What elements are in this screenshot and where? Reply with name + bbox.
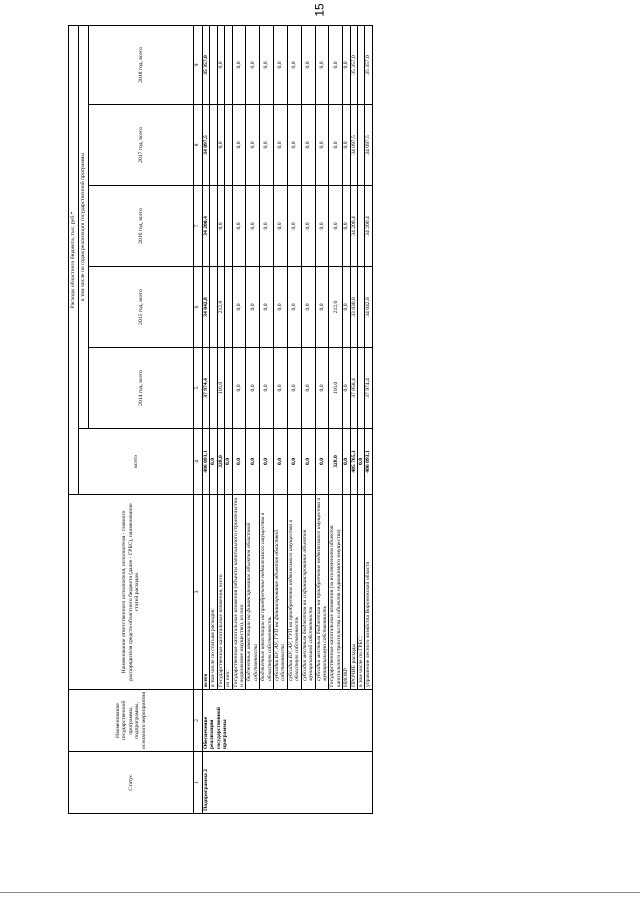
value-year: 34 042,8: [365, 267, 372, 348]
column-number: 1: [194, 752, 203, 814]
value-year: 0,0: [232, 267, 246, 348]
value-year: 0,0: [329, 105, 343, 186]
budget-table: [68, 25, 373, 814]
row-item-name: субсидии БУ, АУ, ГУП на финансирование объектов областной собственности: [274, 495, 288, 690]
row-item-name: субсидии местным бюджетам на софинансирование объектов муниципальной собственности: [301, 495, 315, 690]
value-year: 0,0: [260, 25, 274, 104]
value-year: 0,0: [301, 186, 315, 267]
value-year: 0,0: [287, 267, 301, 348]
column-number: 6: [194, 267, 203, 348]
value-total: 0,0: [301, 429, 315, 495]
value-year: 34 097,5: [365, 105, 372, 186]
header-year-2018: 2018 год, всего: [89, 25, 194, 104]
value-year: 0,0: [217, 25, 224, 104]
value-year: 0,0: [343, 25, 350, 104]
row-item-name: ПРОЧИЕ расходы: [350, 495, 357, 690]
value-year: 0,0: [315, 25, 329, 104]
value-year: 35 357,0: [365, 25, 372, 104]
row-item-name: Государственные капитальные вложения (объекты капитального строительства и недвижимое имущество), из них:: [232, 495, 246, 690]
value-total: 0,0: [260, 429, 274, 495]
value-year: 0,0: [343, 105, 350, 186]
header-status: Статус: [69, 752, 194, 814]
value-year: 0,0: [343, 186, 350, 267]
row-item-name: бюджетные инвестиции на приобретение недвижимого имущества в областную собственность: [260, 495, 274, 690]
value-total: 0,0: [232, 429, 246, 495]
value-year: 0,0: [274, 267, 288, 348]
row-item-name: бюджетные инвестиции на финансирование объектов областной собственности: [246, 495, 260, 690]
value-year: 34 097,5: [203, 105, 210, 186]
value-year: 0,0: [343, 267, 350, 348]
column-number: 8: [194, 105, 203, 186]
value-year: 0,0: [260, 348, 274, 429]
value-year: 116,0: [329, 348, 343, 429]
value-total: 0,0: [315, 429, 329, 495]
header-by-years: в том числе по годам реализации государственной программы: [79, 25, 89, 428]
value-year: 0,0: [329, 25, 343, 104]
column-numbers-row: [194, 25, 203, 813]
value-year: 0,0: [217, 105, 224, 186]
value-year: 0,0: [301, 25, 315, 104]
value-year: 212,0: [329, 267, 343, 348]
value-year: 0,0: [246, 186, 260, 267]
value-total: 0,0: [287, 429, 301, 495]
value-year: 0,0: [287, 186, 301, 267]
value-year: [225, 105, 232, 186]
row-item-name: субсидии местным бюджетам на приобретение недвижимого имущества в муниципальную собственность: [315, 495, 329, 690]
value-year: 0,0: [232, 348, 246, 429]
value-year: 0,0: [232, 25, 246, 104]
value-year: [225, 267, 232, 348]
column-number: 7: [194, 186, 203, 267]
row-item-name: в том числе по ГРБС:: [357, 495, 364, 690]
page-number: 15: [312, 3, 327, 17]
value-year: [210, 348, 217, 429]
value-year: 0,0: [287, 105, 301, 186]
value-year: [210, 186, 217, 267]
value-year: 37 974,4: [365, 348, 372, 429]
value-year: 0,0: [315, 186, 329, 267]
value-year: 0,0: [246, 25, 260, 104]
header-year-2016: 2016 год, всего: [89, 186, 194, 267]
value-year: 0,0: [301, 267, 315, 348]
value-year: 33 830,8: [350, 267, 357, 348]
value-year: 34 097,5: [350, 105, 357, 186]
value-year: 37 974,4: [203, 348, 210, 429]
table-row: [203, 25, 210, 813]
value-year: [225, 348, 232, 429]
value-year: [357, 348, 364, 429]
value-year: 212,0: [217, 267, 224, 348]
value-year: 0,0: [315, 348, 329, 429]
column-number: 4: [194, 429, 203, 495]
value-total: 328,0: [329, 429, 343, 495]
value-year: 35 357,0: [350, 25, 357, 104]
header-total: всего: [79, 429, 194, 495]
value-year: [357, 25, 364, 104]
value-year: 37 858,4: [350, 348, 357, 429]
value-year: [225, 186, 232, 267]
value-year: 0,0: [301, 105, 315, 186]
value-year: 0,0: [232, 186, 246, 267]
value-total: 406 093,1: [365, 429, 372, 495]
value-year: [357, 105, 364, 186]
value-total: 0,0: [357, 429, 364, 495]
table-body: [203, 25, 373, 813]
value-year: [210, 267, 217, 348]
value-year: 0,0: [260, 105, 274, 186]
value-year: 0,0: [301, 348, 315, 429]
row-item-name: НИОКР: [343, 495, 350, 690]
row-item-name: из них:: [225, 495, 232, 690]
row-item-name: всего: [203, 495, 210, 690]
value-year: 0,0: [315, 105, 329, 186]
value-year: 0,0: [274, 186, 288, 267]
value-year: 0,0: [246, 105, 260, 186]
value-total: 405 765,1: [350, 429, 357, 495]
header-year-2015: 2015 год, всего: [89, 267, 194, 348]
value-total: 0,0: [246, 429, 260, 495]
header-year-2014: 2014 год, всего: [89, 348, 194, 429]
header-expenses: Расходы областного бюджета, тыс. руб.*: [69, 25, 79, 494]
status-cell: Подпрограмма 2: [203, 752, 373, 814]
value-total: 0,0: [210, 429, 217, 495]
value-year: 35 357,0: [203, 25, 210, 104]
value-year: [225, 25, 232, 104]
value-total: 328,0: [217, 429, 224, 495]
value-year: 0,0: [287, 348, 301, 429]
value-total: 0,0: [225, 429, 232, 495]
value-year: 0,0: [260, 267, 274, 348]
value-year: 0,0: [274, 348, 288, 429]
value-year: 0,0: [329, 186, 343, 267]
value-total: 0,0: [343, 429, 350, 495]
value-year: 0,0: [260, 186, 274, 267]
value-year: 116,0: [217, 348, 224, 429]
column-number: 2: [194, 690, 203, 752]
column-number: 5: [194, 348, 203, 429]
page-bottom-rule: [0, 892, 640, 893]
row-item-name: Государственные капитальные вложения, всего: [217, 495, 224, 690]
value-year: 34 200,4: [350, 186, 357, 267]
row-item-name: Государственные капитальные вложения (за исключением объектов капитального строительства и объектов недвижимого имущества): [329, 495, 343, 690]
column-number: 9: [194, 25, 203, 104]
value-year: 0,0: [217, 186, 224, 267]
value-year: 0,0: [287, 25, 301, 104]
header-program-name: Наименование государственной программы, подпрограммы, основного мероприятия: [69, 690, 194, 752]
value-year: 0,0: [274, 25, 288, 104]
row-item-name: в том числе по статьям расходов:: [210, 495, 217, 690]
value-year: [357, 267, 364, 348]
value-year: [357, 186, 364, 267]
column-number: 3: [194, 495, 203, 690]
header-executor: Наименование ответственного исполнителя, исполнителя - главного распорядителя средств областного бюджета (далее - ГРБС), наименование статей расходов: [69, 495, 194, 690]
value-year: 0,0: [232, 105, 246, 186]
value-year: [210, 25, 217, 104]
value-year: 0,0: [315, 267, 329, 348]
value-total: 406 093,1: [203, 429, 210, 495]
budget-table-sheet: [68, 26, 583, 814]
value-year: [210, 105, 217, 186]
row-item-name: управление лесного хозяйства Воронежской области: [365, 495, 372, 690]
value-year: 0,0: [343, 348, 350, 429]
value-total: 0,0: [274, 429, 288, 495]
value-year: 0,0: [246, 348, 260, 429]
value-year: 0,0: [274, 105, 288, 186]
row-item-name: субсидии БУ, АУ, ГУП на приобретение недвижимого имущества в областную собственность: [287, 495, 301, 690]
value-year: 34 200,4: [203, 186, 210, 267]
program-cell: Обеспечение реализации государственной программы: [203, 690, 373, 752]
header-year-2017: 2017 год, всего: [89, 105, 194, 186]
value-year: 34 200,4: [365, 186, 372, 267]
value-year: 34 042,8: [203, 267, 210, 348]
value-year: 0,0: [246, 267, 260, 348]
